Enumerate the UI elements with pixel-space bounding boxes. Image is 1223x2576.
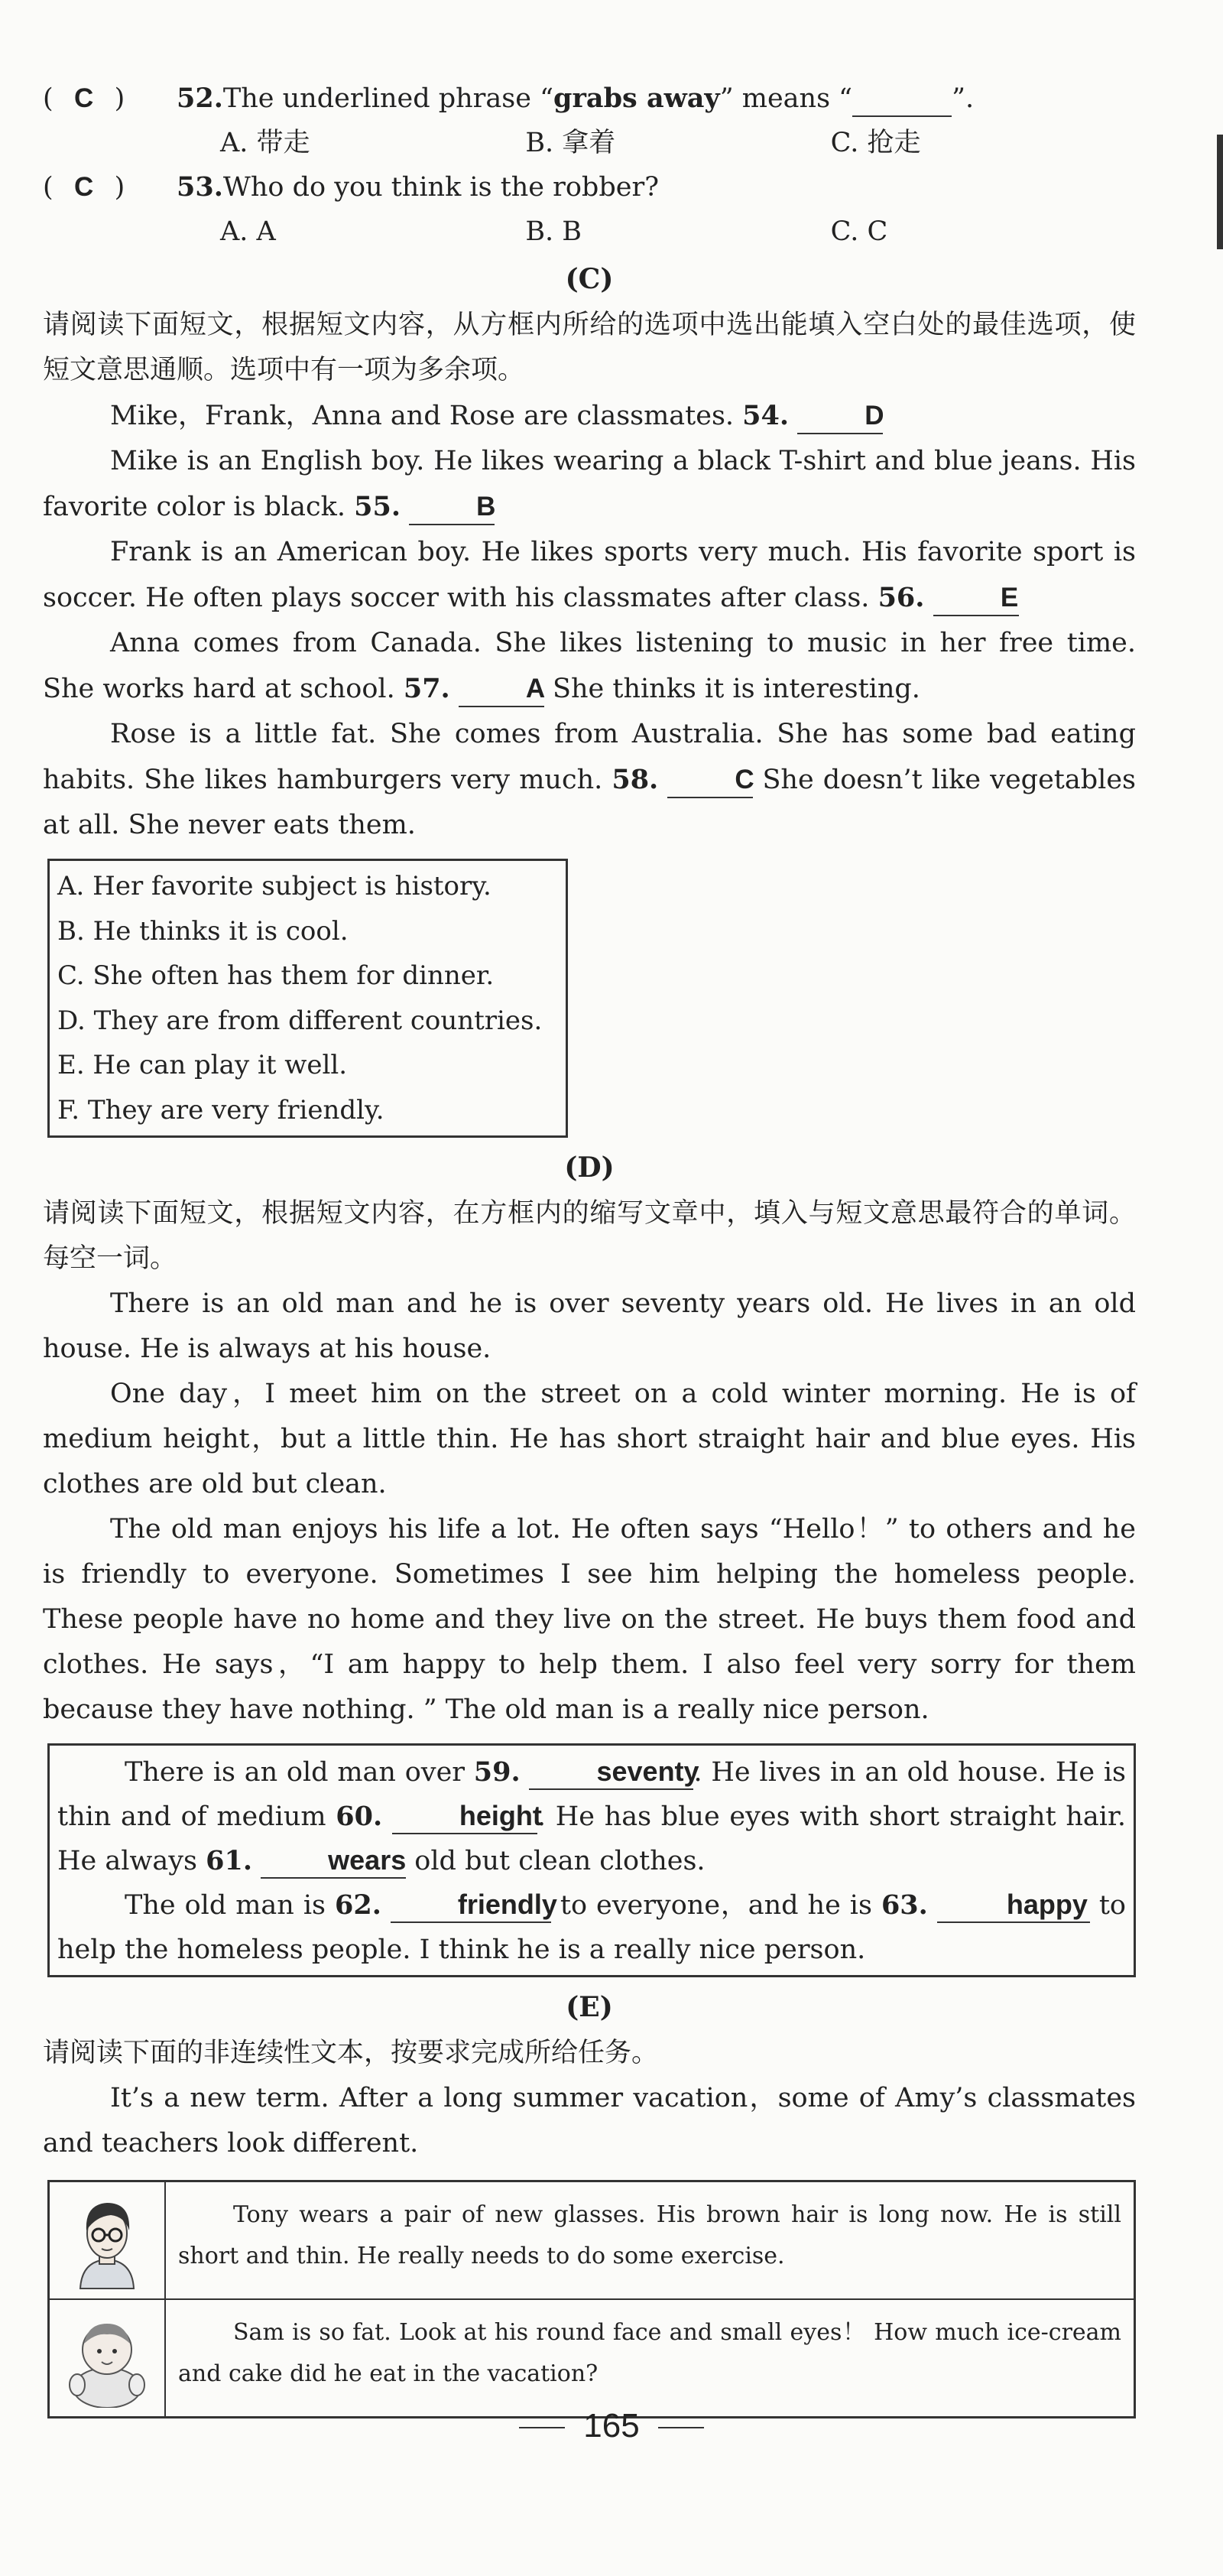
answer-blank: B xyxy=(409,490,495,525)
section-d-instruction: 请阅读下面短文，根据短文内容，在方框内的缩写文章中，填入与短文意思最符合的单词。每空一词。 xyxy=(43,1198,1136,1274)
box-option: F. They are very friendly. xyxy=(57,1094,384,1126)
table-cell-text: Sam is so fat. Look at his round face and small eyes！ How much ice-cream and cake did he eat in the vacation? xyxy=(178,2319,1121,2387)
paragraph: There is an old man and he is over seventy years old. He lives in an old house. He is always at his house. xyxy=(43,1288,1136,1364)
summary-paragraph: There is an old man over 59. seventy. He lives in an old house. He is thin and of medium 60. height. He has blue eyes with short straight hair. He always 61. wears old but clean clothes. xyxy=(57,1750,1126,1883)
answer-blank: C xyxy=(667,763,753,798)
option-a: A. 带走 xyxy=(220,128,310,158)
description-table xyxy=(47,2180,1136,2418)
answer-blank: A xyxy=(459,672,544,707)
paragraph: It’s a new term. After a long summer vacation，some of Amy’s classmates and teachers look different. xyxy=(43,2083,1136,2159)
paragraph: One day，I meet him on the street on a cold winter morning. He is of medium height，but a little thin. He has short straight hair and blue eyes. His clothes are old but clean. xyxy=(43,1379,1136,1499)
box-option: A. Her favorite subject is history. xyxy=(57,871,491,901)
answer-blank: E xyxy=(933,581,1019,616)
answer-blank: height xyxy=(392,1799,537,1834)
summary-box xyxy=(47,1743,1136,1977)
question-52-options xyxy=(43,121,1136,165)
question-52: ( C ) 52. The underlined phrase “ grabs away ” means “ ”. xyxy=(43,76,1136,121)
paragraph: Frank is an American boy. He likes sports very much. His favorite sport is soccer. He often plays soccer with his classmates after class. 56. E xyxy=(43,530,1136,621)
table-row xyxy=(50,2298,1134,2416)
option-c: C. 抢走 xyxy=(830,128,921,158)
tony-portrait xyxy=(50,2182,166,2298)
answer-letter: C xyxy=(74,83,94,113)
option-c: C. C xyxy=(830,216,888,247)
question-number: 52. xyxy=(177,83,223,114)
table-row xyxy=(50,2182,1134,2298)
question-number: 53. xyxy=(177,171,223,203)
answer-bracket: ( C ) xyxy=(43,165,177,210)
fat-boy-icon xyxy=(65,2308,149,2408)
options-box xyxy=(47,859,568,1138)
answer-blank: D xyxy=(797,399,883,434)
table-cell-text: Tony wears a pair of new glasses. His brown hair is long now. He is still short and thin. He really needs to do some exercise. xyxy=(178,2201,1121,2269)
option-b: B. B xyxy=(525,216,582,247)
section-d-title: (D) xyxy=(564,1152,615,1184)
box-option: B. He thinks it is cool. xyxy=(57,915,349,947)
page-number-dash xyxy=(519,2427,565,2428)
boy-with-glasses-icon xyxy=(65,2191,149,2290)
paragraph: The old man enjoys his life a lot. He often says “Hello！” to others and he is friendly to everyone. Sometimes I see him helping the homeless people. These people have no home and they live on the street. He buys them food and clothes. He says，“I am happy to help them. I also feel very sorry for them because they have nothing. ” The old man is a really nice person. xyxy=(43,1514,1136,1725)
page-number: 165 xyxy=(0,2407,1223,2445)
box-option: D. They are from different countries. xyxy=(57,1005,543,1036)
option-a: A. A xyxy=(220,216,276,247)
answer-blank: friendly xyxy=(391,1888,551,1923)
question-53: ( C ) 53. Who do you think is the robber? xyxy=(43,165,1136,210)
paragraph: Mike，Frank，Anna and Rose are classmates. 54. D xyxy=(43,393,1136,439)
paragraph: Mike is an English boy. He likes wearing a black T-shirt and blue jeans. His favorite color is black. 55. B xyxy=(43,439,1136,530)
answer-blank: wears xyxy=(261,1843,406,1879)
paragraph: Rose is a little fat. She comes from Australia. She has some bad eating habits. She likes hamburgers very much. 58. C She doesn’t like vegetables at all. She never eats them. xyxy=(43,719,1136,840)
answer-blank: happy xyxy=(937,1888,1090,1923)
box-option: E. He can play it well. xyxy=(57,1050,348,1080)
question-53-options xyxy=(43,210,1136,254)
page-edge-mark xyxy=(1217,135,1223,249)
option-b: B. 拿着 xyxy=(525,128,616,158)
sam-portrait xyxy=(50,2300,166,2416)
page-content xyxy=(43,76,1136,2418)
answer-bracket: ( C ) xyxy=(43,76,177,121)
section-c-title: (C) xyxy=(565,263,614,295)
underlined-phrase: grabs away xyxy=(553,83,720,114)
answer-blank: seventy xyxy=(529,1755,693,1790)
section-e-title: (E) xyxy=(566,1991,613,2023)
page-number-dash xyxy=(658,2427,704,2428)
box-option: C. She often has them for dinner. xyxy=(57,960,495,991)
section-c-instruction: 请阅读下面短文，根据短文内容，从方框内所给的选项中选出能填入空白处的最佳选项，使短文意思通顺。选项中有一项为多余项。 xyxy=(43,310,1136,385)
section-e-instruction: 请阅读下面的非连续性文本，按要求完成所给任务。 xyxy=(43,2038,659,2068)
answer-letter: C xyxy=(74,172,94,202)
paragraph: Anna comes from Canada. She likes listening to music in her free time. She works hard at school. 57. A She thinks it is interesting. xyxy=(43,621,1136,712)
answer-blank xyxy=(852,82,952,117)
summary-paragraph: The old man is 62. friendly to everyone，and he is 63. happy to help the homeless people. I think he is a really nice person. xyxy=(57,1889,1126,1965)
